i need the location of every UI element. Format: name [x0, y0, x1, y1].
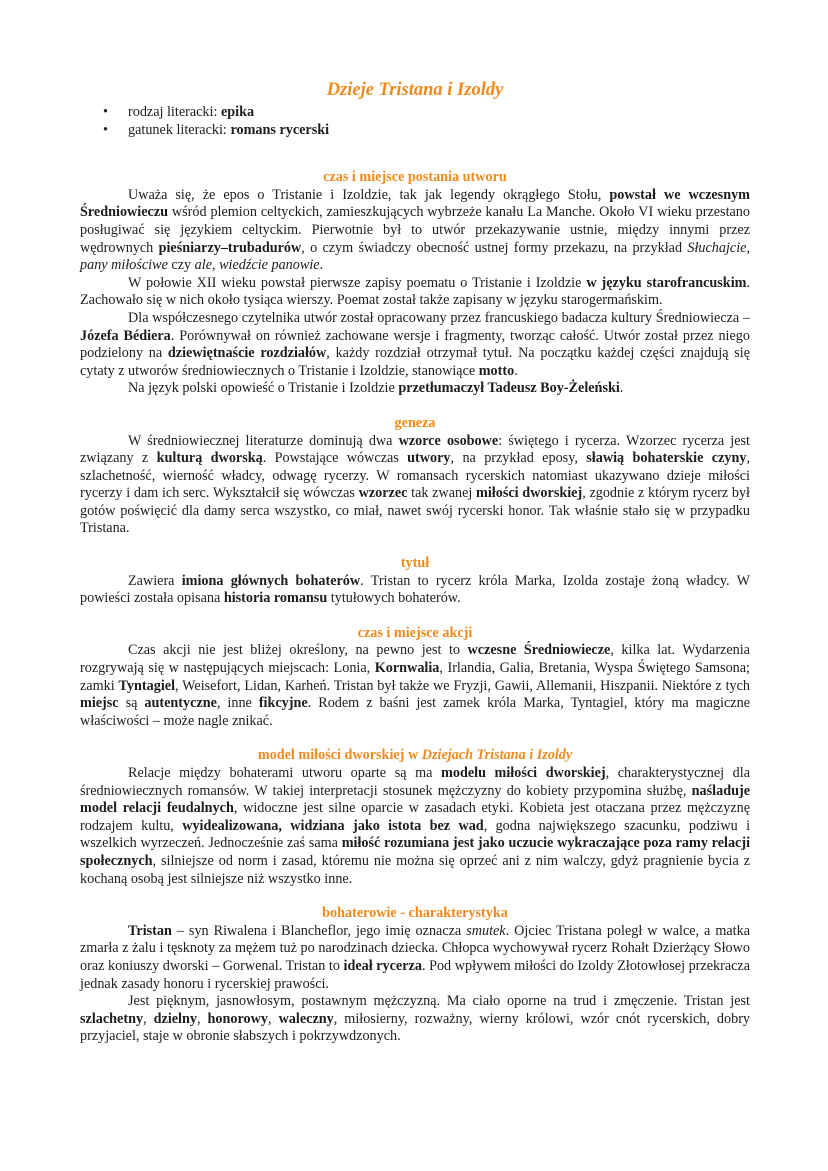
section-spacer: [80, 398, 750, 415]
section-spacer: [80, 888, 750, 905]
paragraph: Czas akcji nie jest bliżej określony, na pewno jest to wczesne Średniowiecze, kilka lat. Wydarzenia rozgrywają się w następujących miejscach: Lonia, Kornwalia, Irlandia, Galia, Bretania, Wyspa Świętego Samsona; zamki Tyntagiel, Weisefort, Lidan, Karheń. Tristan był także we Fryzji, Gawii, Allemanii, Hiszpanii. Niektóre z tych miejsc są autentyczne, inne fikcyjne. Rodem z baśni jest zamek króla Marka, Tyntagiel, który ma magiczne właściwości – może nagle znikać.: [80, 642, 750, 729]
paragraph: Uważa się, że epos o Tristanie i Izoldzie, tak jak legendy okrągłego Stołu, powstał we wczesnym Średniowieczu wśród plemion celtyckich, zamieszkujących wybrzeże kanału La Manche. Około VI wieku przestano posługiwać się językiem celtyckim. Pierwotnie był to utwór przekazywanie ustnie, między innymi przez wędrownych pieśniarzy–trubadurów, o czym świadczy obecność ustnej formy przekazu, na przykład Słuchajcie, pany miłościwe czy ale, wiedźcie panowie.: [80, 186, 750, 274]
section-heading: tytuł: [400, 555, 430, 572]
section: [80, 625, 750, 731]
list-item-genre: • gatunek literacki: romans rycerski: [128, 122, 750, 140]
section-heading: model miłości dworskiej w Dziejach Tristana i Izoldy: [257, 747, 573, 764]
section: [80, 905, 750, 1046]
section: [80, 415, 750, 538]
section-spacer: [80, 139, 750, 169]
paragraph: W średniowiecznej literaturze dominują dwa wzorce osobowe: świętego i rycerza. Wzorzec rycerza jest związany z kulturą dworską. Powstające wówczas utwory, na przykład eposy, sławią bohaterskie czyny, szlachetność, wierność władcy, odwagę rycerzy. W romansach rycerskich natomiast ukazywano dzieje miłości rycerzy i dam ich serc. Wykształcił się wówczas wzorzec tak zwanej miłości dworskiej, zgodnie z którym rycerz był gotów poświęcić dla damy serca wszystko, co miał, nawet swój rycerski honor. Tak właśnie stało się w przypadku Tristana.: [80, 432, 751, 537]
section-heading: bohaterowie - charakterystyka: [322, 905, 508, 922]
section-heading: geneza: [394, 414, 436, 431]
paragraph: Na język polski opowieść o Tristanie i Izoldzie przetłumaczył Tadeusz Boy-Żeleński.: [128, 380, 624, 397]
section-heading: czas i miejsce postania utworu: [323, 169, 507, 186]
section: [80, 555, 750, 608]
section-spacer: [80, 608, 750, 625]
genre-list: [80, 104, 750, 139]
section-spacer: [80, 730, 750, 747]
document-title: Dzieje Tristana i Izoldy: [326, 80, 504, 100]
list-item-genus: • rodzaj literacki: epika: [128, 104, 750, 122]
section-heading: czas i miejsce akcji: [357, 624, 473, 641]
paragraph: Tristan – syn Riwalena i Blancheflor, jego imię oznacza smutek. Ojciec Tristana poległ w walce, a matka zmarła z żalu i tęsknoty za mężem tuż po narodzinach dziecka. Chłopca wychowywał rycerz Rohałt Dzierżący Słowo oraz koniuszy dworski – Gorwenal. Tristan to ideał rycerza. Pod wpływem miłości do Izoldy Złotowłosej przekracza jednak zasady honoru i rycerskiej prawości.: [80, 922, 751, 992]
section: [80, 169, 750, 398]
paragraph: Relacje między bohaterami utworu oparte są ma modelu miłości dworskiej, charakterystycznej dla średniowiecznych romansów. W takiej interpretacji stosunek mężczyzny do kobiety przypomina służbę, naśladuje model relacji feudalnych, widoczne jest silne oparcie w zasadach etyki. Kobieta jest otaczana przez mężczyznę rodzajem kultu, wyidealizowana, widziana jako istota bez wad, godna największego szacunku, podziwu i wszelkich wyrzeczeń. Jednocześnie zaś sama miłość rozumiana jest jako uczucie wykraczające poza ramy relacji społecznych, silniejsze od norm i zasad, któremu nie można się oprzeć ani z nim walczy, gdyż pragnienie bycia z kochaną osobą jest silniejsze niż wszystko inne.: [80, 765, 751, 887]
sections-container: [80, 139, 750, 1046]
document-page: [80, 78, 750, 1046]
paragraph: Dla współczesnego czytelnika utwór został opracowany przez francuskiego badacza kultury Średniowiecza – Józefa Bédiera. Porównywał on również zachowane wersje i fragmenty, tworząc całość. Utwór został przez niego podzielony na dziewiętnaście rozdziałów, każdy rozdział otrzymał tytuł. Na początku każdej części znajdują się cytaty z utworów średniowiecznych o Tristanie i Izoldzie, stanowiące motto.: [80, 309, 750, 379]
section-spacer: [80, 538, 750, 555]
paragraph: Jest pięknym, jasnowłosym, postawnym mężczyzną. Ma ciało oporne na trud i zmęczenie. Tristan jest szlachetny, dzielny, honorowy, waleczny, miłosierny, rozważny, wierny królowi, wzór cnót rycerskich, dobry przyjaciel, staje w obronie słabszych i pokrzywdzonych.: [80, 993, 751, 1045]
paragraph: W połowie XII wieku powstał pierwsze zapisy poematu o Tristanie i Izoldzie w języku starofrancuskim. Zachowało się w nich około tysiąca wierszy. Poemat został także zapisany w języku starogermańskim.: [80, 274, 750, 309]
paragraph: Zawiera imiona głównych bohaterów. Tristan to rycerz króla Marka, Izolda zostaje żoną władcy. W powieści została opisana historia romansu tytułowych bohaterów.: [80, 572, 750, 607]
section: [80, 747, 750, 888]
